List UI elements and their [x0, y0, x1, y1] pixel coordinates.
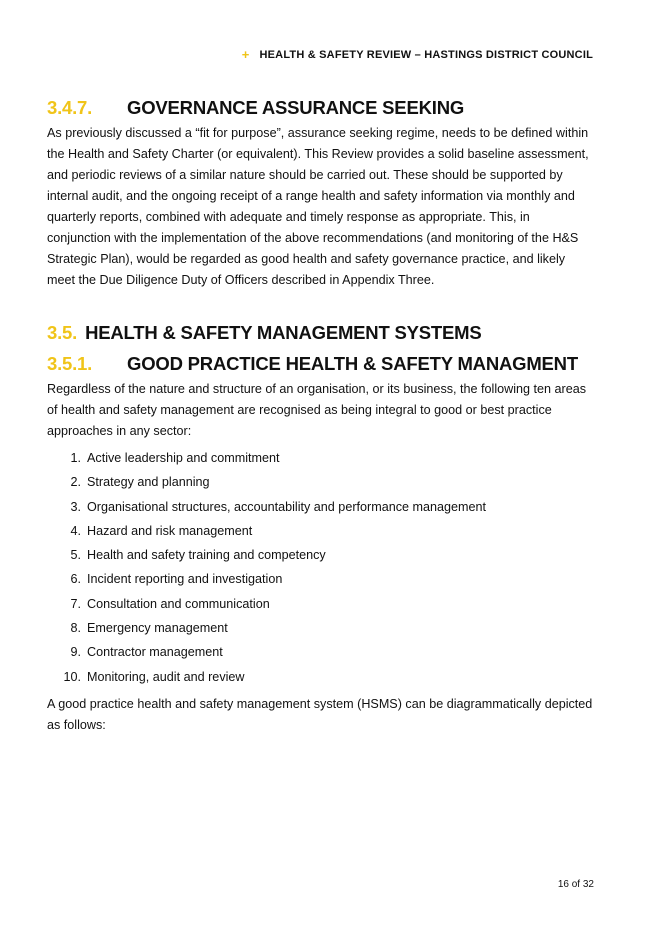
list-item: 8. Emergency management	[70, 621, 228, 636]
section-number: 3.5.	[47, 322, 78, 343]
section-closing: A good practice health and safety management system (HSMS) can be diagrammatically depicted as follows:	[47, 696, 593, 732]
section-body: As previously discussed a “fit for purpose”, assurance seeking regime, needs to be defined within the Health and Safety Charter (or equivalent). This Review provides a solid baseline assessment, and periodic reviews of a similar nature should be carried out. These should be supported by internal audit, and the ongoing receipt of a range health and safety information via monthly and quarterly reports, combined with adequate and timely response as appropriate. This, in conjunction with the implementation of the above recommendations (and monitoring of the H&S Strategic Plan), would be regarded as good health and safety governance practice, and likely meet the Due Diligence Duty of Officers described in Appendix Three.	[47, 126, 589, 287]
page-header	[242, 47, 593, 62]
section-3-5-1	[47, 353, 595, 736]
list-item: 2. Strategy and planning	[70, 475, 210, 490]
section-heading	[47, 97, 595, 119]
section-title: GOOD PRACTICE HEALTH & SAFETY MANAGMENT	[127, 353, 578, 374]
plus-icon: +	[241, 47, 250, 62]
page-number: 16 of 32	[557, 879, 594, 890]
list-item: 5. Health and safety training and competency	[70, 548, 326, 563]
list-item: 9. Contractor management	[70, 645, 223, 660]
list-item: 1. Active leadership and commitment	[70, 451, 280, 465]
section-number: 3.5.1.	[47, 353, 93, 374]
section-heading	[47, 353, 595, 375]
section-title: GOVERNANCE ASSURANCE SEEKING	[127, 97, 465, 118]
section-3-5	[47, 322, 595, 344]
list-item: 7. Consultation and communication	[70, 596, 270, 611]
section-title: HEALTH & SAFETY MANAGEMENT SYSTEMS	[85, 322, 482, 343]
list-item: 10. Monitoring, audit and review	[63, 669, 245, 684]
list-item: 6. Incident reporting and investigation	[70, 572, 283, 587]
section-3-4-7	[47, 97, 595, 291]
practice-list	[47, 446, 595, 689]
header-title: HEALTH & SAFETY REVIEW – HASTINGS DISTRICT COUNCIL	[259, 48, 593, 61]
list-item: 4. Hazard and risk management	[70, 523, 253, 538]
section-intro: Regardless of the nature and structure of an organisation, or its business, the following ten areas of health and safety management are recognised as being integral to good or best practice approaches in any sector:	[47, 382, 587, 438]
section-heading	[47, 322, 595, 344]
section-number: 3.4.7.	[47, 97, 93, 118]
list-item: 3. Organisational structures, accountability and performance management	[70, 499, 487, 514]
